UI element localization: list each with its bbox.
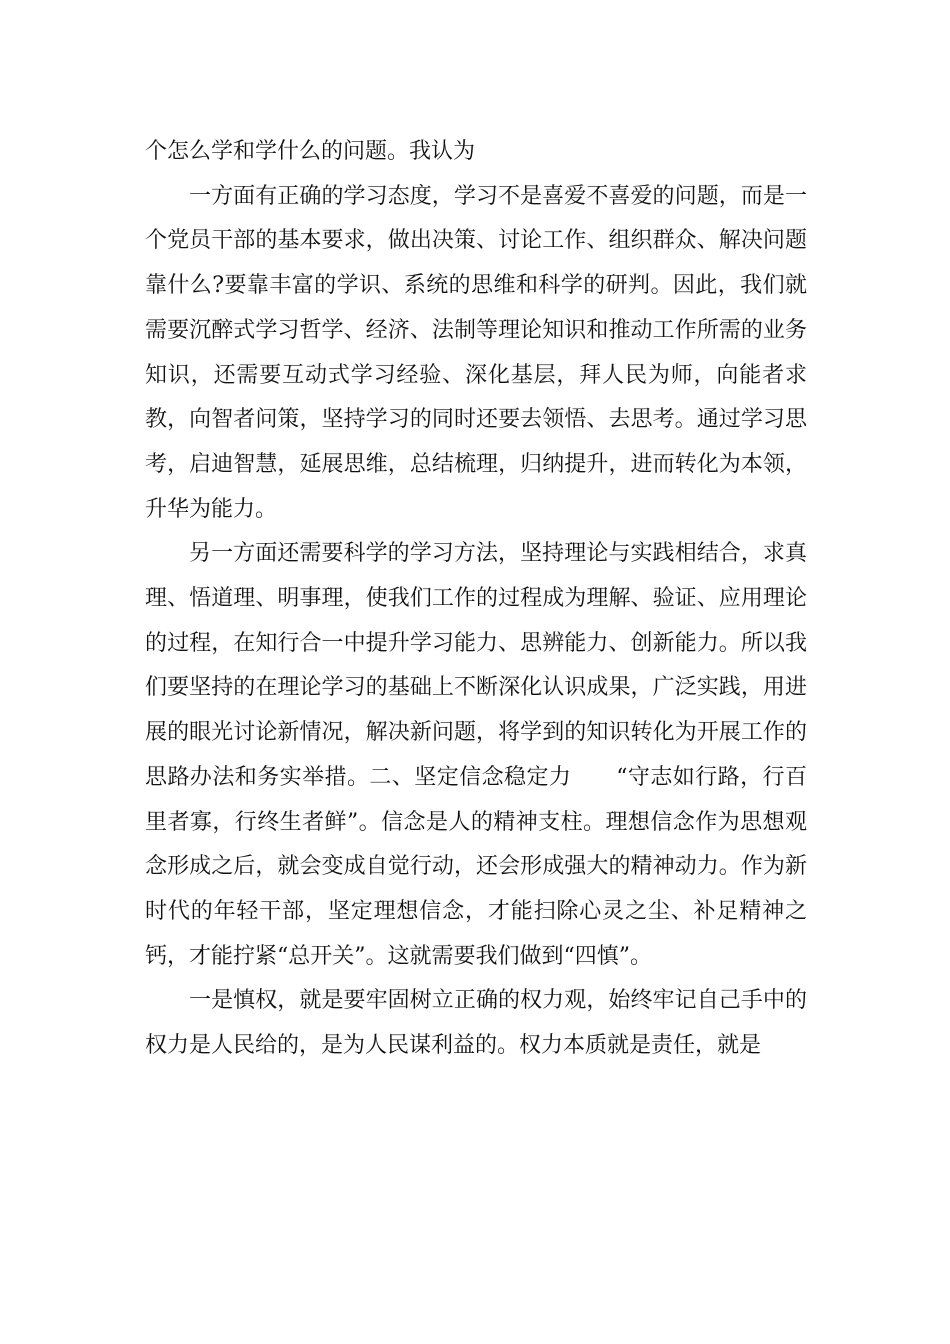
paragraph: 个怎么学和学什么的问题。我认为 [145,139,476,164]
paragraph: 一是慎权，就是要牢固树立正确的权力观，始终牢记自己手中的权力是人民给的，是为人民谋利益的。权力本质就是责任，就是 [145,988,807,1059]
document-body [145,130,807,1069]
paragraph: 另一方面还需要科学的学习方法，坚持理论与实践相结合，求真理、悟道理、明事理，使我们工作的过程成为理解、验证、应用理论的过程，在知行合一中提升学习能力、思辨能力、创新能力。所以我们要坚持的在理论学习的基础上不断深化认识成果，广泛实践，用进展的眼光讨论新情况，解决新问题，将学到的知识转化为开展工作的思路办法和务实举措。二、坚定信念稳定力 “守志如行路，行百里者寡，行终生者鲜”。信念是人的精神支柱。理想信念作为思想观念形成之后，就会变成自觉行动，还会形成强大的精神动力。作为新时代的年轻干部，坚定理想信念，才能扫除心灵之尘、补足精神之钙，才能拧紧“总开关”。这就需要我们做到“四慎”。 [145,541,807,969]
paragraph: 一方面有正确的学习态度，学习不是喜爱不喜爱的问题，而是一个党员干部的基本要求，做出决策、讨论工作、组织群众、解决问题靠什么?要靠丰富的学识、系统的思维和科学的研判。因此，我们就需要沉醉式学习哲学、经济、法制等理论知识和推动工作所需的业务知识，还需要互动式学习经验、深化基层，拜人民为师，向能者求教，向智者问策，坚持学习的同时还要去领悟、去思考。通过学习思考，启迪智慧，延展思维，总结梳理，归纳提升，进而转化为本领，升华为能力。 [145,183,807,522]
